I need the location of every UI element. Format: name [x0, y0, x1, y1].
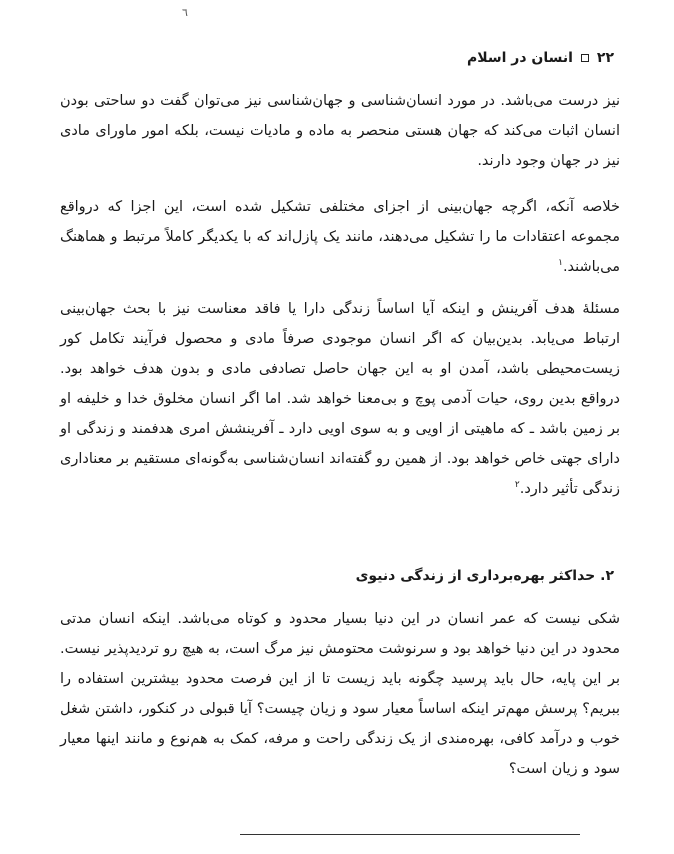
book-title: انسان در اسلام — [466, 50, 573, 66]
footnote-ref-1: ۱ — [558, 258, 563, 269]
section-heading: ۲. حداکثر بهره‌برداری از زندگی دنیوی — [355, 568, 614, 584]
paragraph-2: خلاصه آنکه، اگرچه جهان‌بینی از اجزای مختلفی تشکیل شده است، این اجزا که درواقع مجموعه اعتقادات ما را تشکیل می‌دهند، مانند یک پازل‌اند که با یکدیگر کاملاً مرتبط و هماهنگ می‌باشند.$^۱$ — [60, 199, 620, 275]
square-bullet-icon — [581, 54, 589, 62]
footnote-divider — [240, 834, 580, 835]
footnote-ref-2: ۲ — [514, 480, 520, 491]
running-head — [467, 50, 614, 66]
section-paragraph: شکی نیست که عمر انسان در این دنیا بسیار محدود و کوتاه می‌باشد. اینکه انسان مدتی محدود در این دنیا خواهد بود و سرنوشت محتومش نیز مرگ است، به هیچ رو تردیدپذیر نیست. بر این پایه، حال باید پرسید چگونه باید زیست تا از این فرصت محدود بیشترین استفاده را ببریم؟ پرسش مهم‌تر اینکه اساساً معیار سود و زیان چیست؟ آیا قبولی در کنکور، داشتن شغل خوب و درآمد کافی، بهره‌مندی از یک زندگی راحت و مرفه، کمک به هم‌نوع و مانند اینها معیار سود و زیان است؟ — [60, 611, 620, 777]
corner-mark: ٦ — [182, 6, 188, 19]
page-number: ۲۲ — [596, 50, 614, 66]
paragraph-3: مسئلهٔ هدف آفرینش و اینکه آیا اساساً زندگی دارا یا فاقد معناست نیز با بحث جهان‌بینی ارتباط می‌یابد. بدین‌بیان که اگر انسان موجودی صرفاً مادی و محصول فرآیند تکامل کور زیست‌محیطی باشد، آمدن او به این جهان حاصل تصادفی مادی و بدون هدف خواهد بود. درواقع بدین روی، حیات آدمی پوچ و بی‌معنا خواهد شد. اما اگر انسان مخلوق خدا و خلیفه او بر زمین باشد ـ که ماهیتی از اویی و به سوی اویی دارد ـ آفرینشش امری هدفمند و زندگی او دارای جهتی خاص خواهد بود. از همین رو گفته‌اند انسان‌شناسی به‌گونه‌ای مستقیم بر معناداری زندگی تأثیر دارد.$^۲$ — [60, 301, 620, 497]
paragraph-1: نیز درست می‌باشد. در مورد انسان‌شناسی و جهان‌شناسی نیز می‌توان گفت دو ساحتی بودن انسان اثبات می‌کند که جهان هستی منحصر به ماده و مادیات نیست، بلکه امور ماورای مادی نیز در جهان وجود دارند. — [60, 93, 620, 169]
